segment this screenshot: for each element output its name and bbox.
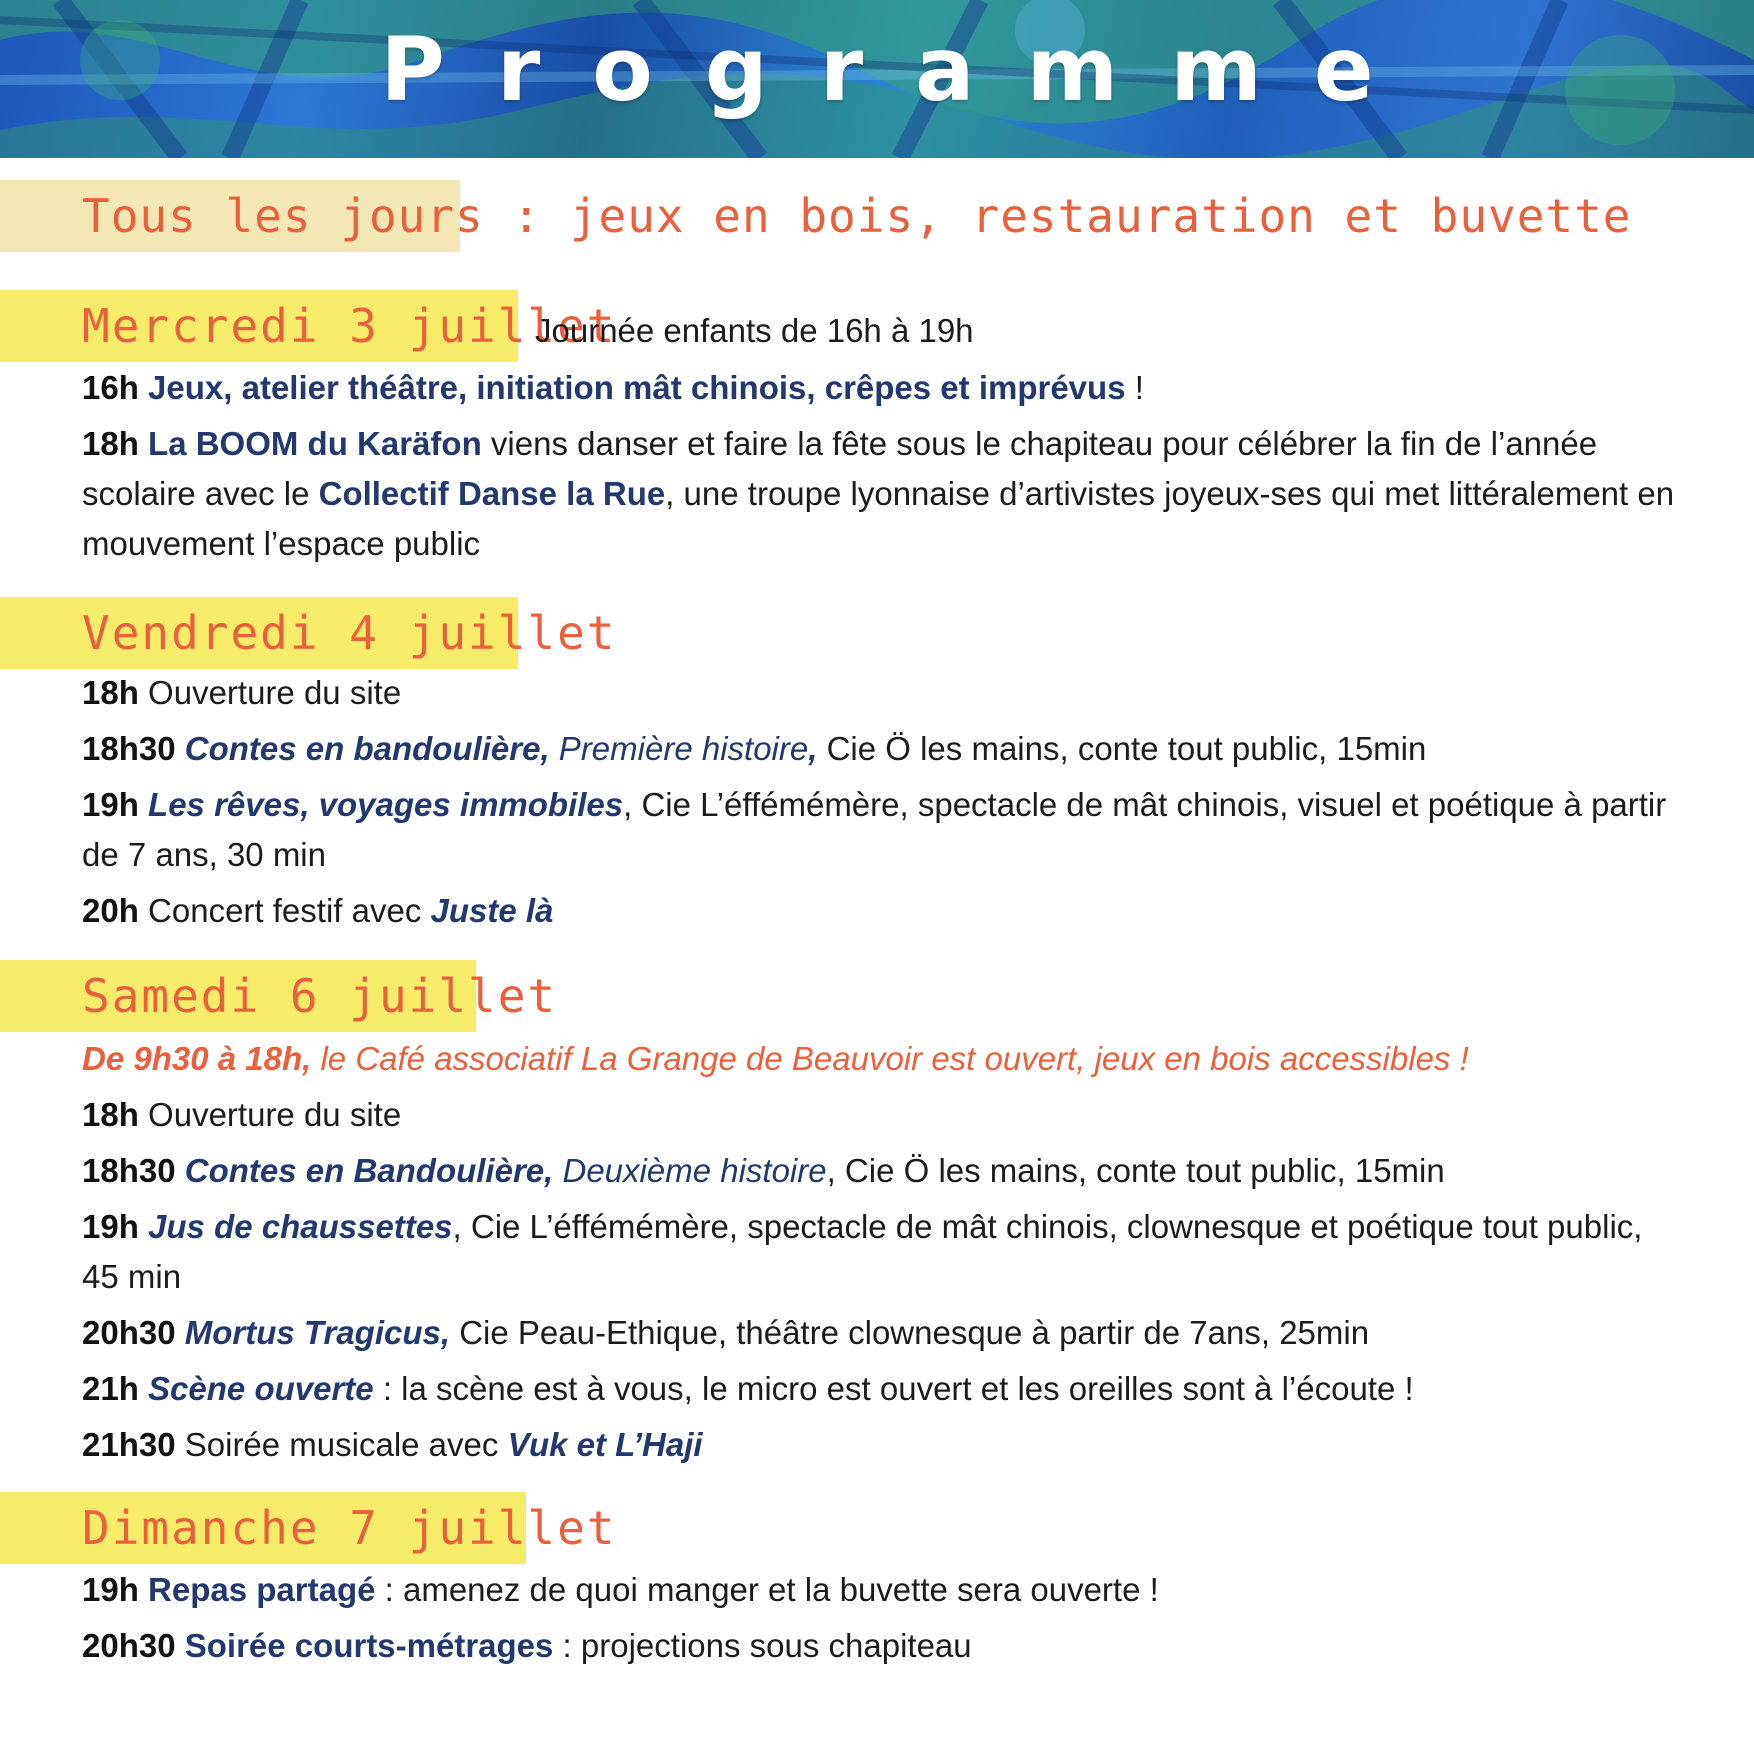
event-detail: Ouverture du site (138, 674, 402, 711)
time: 18h (82, 674, 139, 711)
event-detail: ! (1125, 369, 1144, 406)
event-detail: , Cie Ö les mains, conte tout public, 15min (826, 1152, 1445, 1189)
time: 19h (82, 1571, 139, 1608)
event-detail: Ouverture du site (138, 1096, 402, 1133)
event-comma: , (808, 730, 818, 767)
event-title: Scène ouverte (148, 1370, 374, 1407)
event-detail: : projections sous chapiteau (553, 1627, 972, 1664)
time: 16h (82, 369, 139, 406)
time: 18h30 (82, 1152, 176, 1189)
event-detail: : la scène est à vous, le micro est ouvert et les oreilles sont à l’écoute ! (373, 1370, 1414, 1407)
sunday-entries (82, 1565, 1682, 1677)
schedule-item (82, 1090, 1682, 1140)
event-detail: Cie Peau-Ethique, théâtre clownesque à partir de 7ans, 25min (450, 1314, 1370, 1351)
schedule-item (82, 1565, 1682, 1615)
event-title: Contes en bandoulière, (184, 730, 550, 767)
header-banner (0, 0, 1754, 158)
schedule-item (82, 668, 1682, 718)
saturday-entries (82, 1034, 1682, 1476)
schedule-item (82, 419, 1682, 569)
schedule-item (82, 1364, 1682, 1414)
time: 19h (82, 1208, 139, 1245)
event-title: Contes en Bandoulière, (184, 1152, 554, 1189)
event-subtitle: Première histoire (549, 730, 809, 767)
event-detail: , Cie L’éffémémère, spectacle de mât chinois, clownesque et poétique tout public, 45 min (82, 1208, 1643, 1295)
day-title: Dimanche 7 juillet (82, 1501, 617, 1555)
event-detail: Soirée musicale avec (175, 1426, 508, 1463)
everyday-text: jeux en bois, restauration et buvette (569, 189, 1632, 243)
time: 21h30 (82, 1426, 176, 1463)
event-title: Les rêves, voyages immobiles (148, 786, 624, 823)
schedule-item (82, 1202, 1682, 1302)
event-title: Mortus Tragicus, (184, 1314, 451, 1351)
event-detail: , Cie L’éffémémère, spectacle de mât chinois, visuel et poétique à partir de 7 ans, 30 min (82, 786, 1667, 873)
schedule-item (82, 1308, 1682, 1358)
event-title: Soirée courts-métrages (184, 1627, 554, 1664)
group-name: Collectif Danse la Rue (318, 475, 666, 512)
cafe-hours: De 9h30 à 18h, (82, 1040, 312, 1077)
everyday-heading (82, 186, 1632, 246)
event-subtitle: Deuxième histoire (553, 1152, 827, 1189)
event-detail: Cie Ö les mains, conte tout public, 15min (817, 730, 1427, 767)
cafe-notice (82, 1034, 1682, 1084)
schedule-item (82, 724, 1682, 774)
event-title: Juste là (430, 892, 554, 929)
schedule-item (82, 1420, 1682, 1470)
time: 20h (82, 892, 139, 929)
event-detail: , une troupe lyonnaise d’artivistes joyeux-ses qui met littéralement en mouvement l’espace public (82, 475, 1675, 562)
time: 18h (82, 425, 139, 462)
event-detail: : amenez de quoi manger et la buvette sera ouverte ! (375, 1571, 1159, 1608)
event-title: La BOOM du Karäfon (148, 425, 482, 462)
schedule-item (82, 1621, 1682, 1671)
time: 19h (82, 786, 139, 823)
time: 18h (82, 1096, 139, 1133)
event-title: Vuk et L’Haji (507, 1426, 703, 1463)
schedule-item (82, 886, 1682, 936)
everyday-label: Tous les jours : (82, 189, 542, 243)
day-title: Samedi 6 juillet (82, 969, 558, 1023)
friday-entries (82, 668, 1682, 942)
schedule-item (82, 363, 1682, 413)
page-title: Programme (380, 18, 1426, 121)
time: 21h (82, 1370, 139, 1407)
schedule-item (82, 780, 1682, 880)
event-title: Jus de chaussettes (148, 1208, 453, 1245)
time: 20h30 (82, 1314, 176, 1351)
event-detail: viens danser et faire la fête sous le chapiteau pour célébrer la fin de l’année scolaire avec le (82, 425, 1598, 512)
day-note: Journée enfants de 16h à 19h (535, 312, 974, 349)
wednesday-entries (82, 363, 1682, 575)
event-title: Repas partagé (148, 1571, 376, 1608)
time: 18h30 (82, 730, 176, 767)
everyday-section (0, 180, 1632, 252)
day-title: Vendredi 4 juillet (82, 606, 617, 660)
schedule-item (82, 1146, 1682, 1196)
day-title: Mercredi 3 juillet (82, 299, 617, 353)
event-detail: Concert festif avec (138, 892, 431, 929)
event-title: Jeux, atelier théâtre, initiation mât chinois, crêpes et imprévus (148, 369, 1126, 406)
time: 20h30 (82, 1627, 176, 1664)
cafe-text: le Café associatif La Grange de Beauvoir est ouvert, jeux en bois accessibles ! (311, 1040, 1469, 1077)
